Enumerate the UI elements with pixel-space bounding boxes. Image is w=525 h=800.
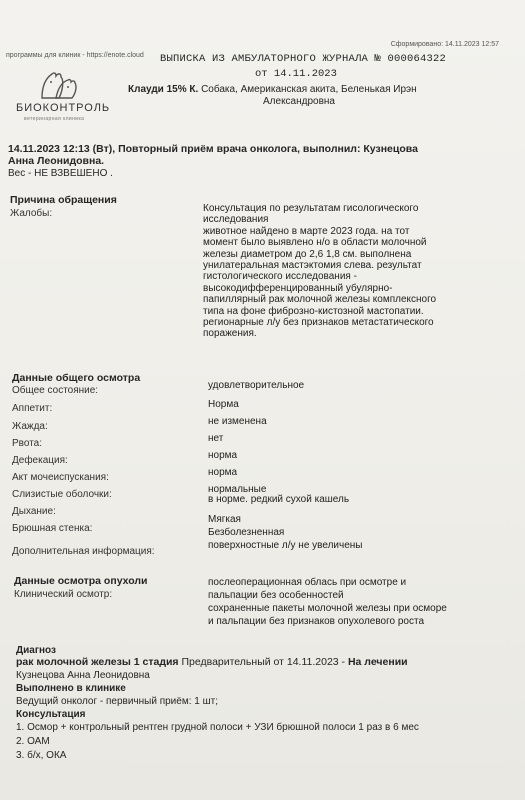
exam-row-value: Норма: [208, 399, 239, 410]
consultation-title: Консультация: [16, 709, 86, 720]
exam-row-value: норма: [208, 467, 238, 478]
diagnosis-status: Предварительный от 14.11.2023 -: [181, 656, 346, 668]
complaint-line: папиллярный рак молочной железы комплексного: [203, 294, 437, 306]
exam-row-value: Безболезненная: [208, 527, 285, 538]
visit-line-1: 14.11.2023 12:13 (Вт), Повторный приём врача онколога, выполнил: Кузнецова: [8, 143, 418, 155]
exam-row-value: удовлетворительное: [208, 380, 305, 391]
exam-row-label: Дополнительная информация:: [12, 546, 155, 557]
exam-row-label: Аппетит:: [12, 403, 53, 414]
exam-row-label: Дыхание:: [12, 506, 56, 517]
document-title: ВЫПИСКА ИЗ АМБУЛАТОРНОГО ЖУРНАЛА № 000064322: [160, 53, 447, 65]
exam-row-label: Акт мочеиспускания:: [12, 472, 109, 483]
weight-info: Вес - НЕ ВЗВЕШЕНО .: [8, 168, 113, 179]
exam-row-value: норма: [208, 450, 238, 461]
complaint-line: Консультация по результатам гисологического: [203, 203, 419, 214]
done-line: Ведущий онколог - первичный приём: 1 шт;: [16, 696, 218, 707]
diagnosis-title: Диагноз: [16, 645, 56, 656]
dog-cat-logo-icon: [36, 68, 82, 102]
complaints-text: [203, 203, 436, 340]
patient-line: [128, 84, 417, 97]
clinical-exam-line: пальпации без особенностей: [208, 590, 344, 601]
patient-name: Клауди 15% К.: [128, 84, 199, 95]
clinic-logo: [14, 68, 111, 126]
complaint-line: животное найдено в марте 2023 года. на тот: [203, 225, 410, 237]
complaint-line: поражения.: [203, 328, 257, 340]
exam-row-label: Слизистые оболочки:: [12, 489, 112, 500]
complaint-line: момент было выявлено н/о в области молочной: [203, 237, 427, 249]
complaint-line: гистологического исследования -: [203, 271, 357, 283]
clinical-exam-label: Клинический осмотр:: [14, 589, 113, 600]
exam-row-label: Рвота:: [12, 438, 43, 449]
complaint-line: типа на фоне фиброзно-кистозной мастопатии.: [203, 305, 424, 317]
clinic-subtitle: ветеринарная клиника: [24, 116, 85, 122]
clinical-exam-line: и пальпации без признаков опухолевого роста: [208, 616, 425, 627]
document-date: от 14.11.2023: [255, 68, 337, 80]
exam-row-label: Жажда:: [12, 421, 48, 432]
diagnosis-state: На лечении: [347, 656, 408, 668]
tumor-exam-title: Данные осмотра опухоли: [14, 575, 148, 587]
general-exam-title: Данные общего осмотра: [12, 372, 141, 384]
exam-row-value: не изменена: [208, 416, 267, 427]
complaint-line: унилатеральная мастэктомия слева. результат: [203, 260, 422, 272]
formed-timestamp: Сформировано: 14.11.2023 12:57: [390, 41, 499, 48]
clinical-exam-line: сохраненные пакеты молочной железы при осморе: [208, 603, 447, 614]
patient-owner: Александровна: [263, 96, 335, 107]
exam-row-value: поверхностные л/у не увеличены: [208, 540, 363, 551]
diagnosis-doctor: Кузнецова Анна Леонидовна: [16, 670, 150, 681]
visit-header: [8, 143, 418, 167]
consultation-item: 1. Осмор + контрольный рентген грудной полоси + УЗИ брюшной полоси 1 раз в 6 мес: [16, 722, 419, 733]
exam-row-value: Мягкая: [208, 514, 241, 525]
complaint-line: железы диаметром до 2,6 1,8 см. выполнена: [203, 248, 412, 260]
complaint-line: регионарные л/у без признаков метастатического: [203, 317, 434, 329]
visit-line-2: Анна Леонидовна.: [8, 155, 105, 167]
exam-row-value: нет: [208, 433, 224, 444]
clinical-exam-line: послеоперационная облась при осмотре и: [208, 577, 407, 588]
diagnosis-line: [16, 656, 408, 668]
diagnosis-name: рак молочной железы 1 стадия: [16, 656, 179, 668]
complaint-line: исследования: [203, 214, 269, 226]
complaint-line: высокодифференцированный убулярно-: [203, 282, 393, 294]
complaints-label: Жалобы:: [10, 208, 53, 219]
exam-row-label: Брюшная стенка:: [12, 523, 93, 534]
exam-row-label: Общее состояние:: [12, 385, 99, 396]
exam-row-value: в норме. редкий сухой кашель: [208, 494, 350, 505]
clinic-name: БИОКОНТРОЛЬ: [16, 102, 111, 114]
exam-row-label: Дефекация:: [12, 455, 68, 466]
program-link[interactable]: программы для клиник - https://enote.cloud: [6, 52, 144, 59]
exam-row-value: нормальные: [208, 484, 267, 495]
reason-section-title: Причина обращения: [10, 194, 117, 206]
done-title: Выполнено в клинике: [16, 683, 126, 694]
consultation-item: 3. б/х, ОКА: [16, 750, 67, 761]
consultation-item: 2. ОАМ: [16, 736, 50, 747]
clinical-exam-text: [208, 576, 447, 628]
patient-details: Собака, Американская акита, Беленькая Ирэн: [201, 84, 417, 95]
